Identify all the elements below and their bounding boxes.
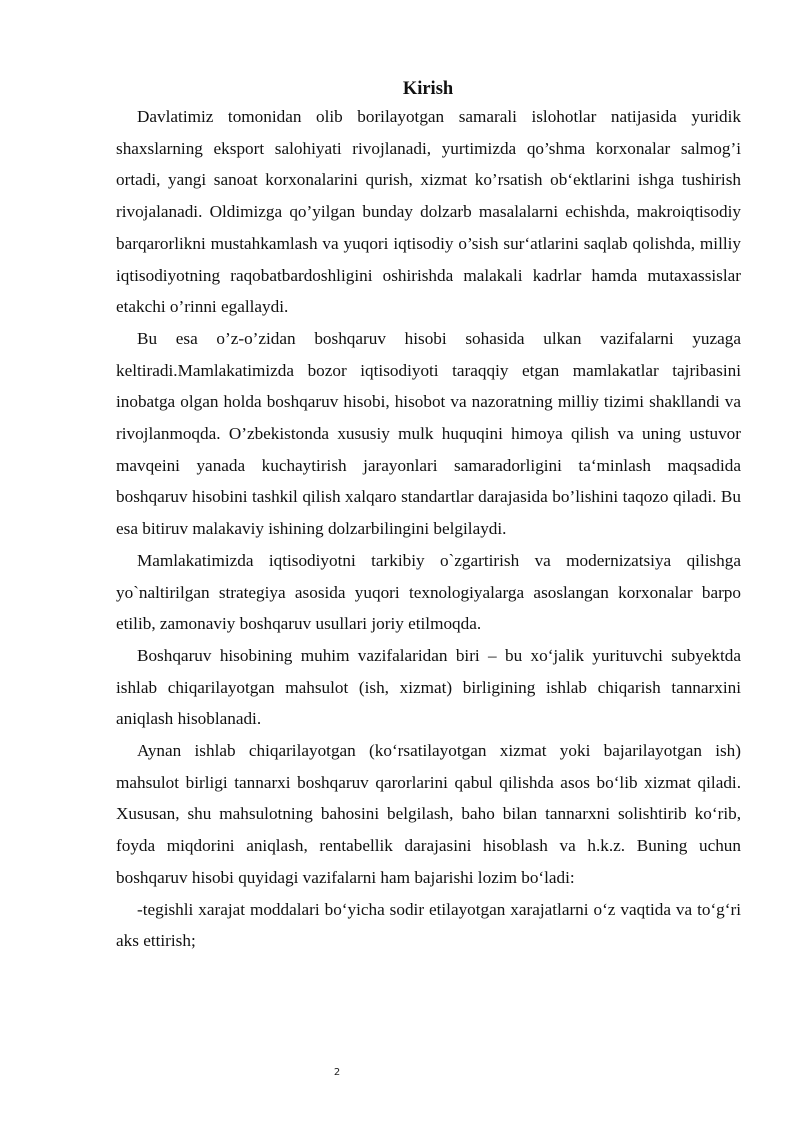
paragraph: Bu esa o’z-o’zidan boshqaruv hisobi sohasida ulkan vazifalarni yuzaga keltiradi.Mamlakatimizda bozor iqtisodiyoti taraqqiy etgan mamlakatlar tajribasini inobatga olgan holda boshqaruv hisobi, hisobot va nazoratning milliy tizimi shakllandi va rivojlanmoqda. O’zbekistonda xususiy mulk huquqini himoya qilish va uning ustuvor mavqeini yanada kuchaytirish jarayonlari samaradorligini ta‘minlash maqsadida boshqaruv hisobini tashkil qilish xalqaro standartlar darajasida bo’lishini taqozo qiladi. Bu esa bitiruv malakaviy ishining dolzarbilingini belgilaydi. [116,328,741,539]
paragraph: -tegishli xarajat moddalari bo‘yicha sodir etilayotgan xarajatlarni o‘z vaqtida va to‘g‘ri aks ettirish; [116,899,741,951]
document-body [116,101,741,957]
paragraph: Boshqaruv hisobining muhim vazifalaridan biri – bu xo‘jalik yurituvchi subyektda ishlab chiqarilayotgan mahsulot (ish, xizmat) birligining ishlab chiqarish tannarxini aniqlash hisoblanadi. [116,645,741,729]
paragraph: Aynan ishlab chiqarilayotgan (ko‘rsatilayotgan xizmat yoki bajarilayotgan ish) mahsulot birligi tannarxi boshqaruv qarorlarini qabul qilishda asos bo‘lib xizmat qiladi. Xususan, shu mahsulotning bahosini belgilash, baho bilan tannarxni solishtirib ko‘rib, foyda miqdorini aniqlash, rentabellik darajasini hisoblash va h.k.z. Buning uchun boshqaruv hisobi quyidagi vazifalarni ham bajarishi lozim bo‘ladi: [116,741,741,887]
paragraph: Mamlakatimizda iqtisodiyotni tarkibiy o`zgartirish va modernizatsiya qilishga yo`naltirilgan strategiya asosida yuqori texnologiyalarga asoslangan korxonalar barpo etilib, zamonaviy boshqaruv usullari joriy etilmoqda. [116,550,741,634]
page-number: 2 [333,1067,341,1078]
paragraph: Davlatimiz tomonidan olib borilayotgan samarali islohotlar natijasida yuridik shaxslarning eksport salohiyati rivojlanadi, yurtimizda qo’shma korxonalar salmog’i ortadi, yangi sanoat korxonalarini qurish, xizmat ko’rsatish ob‘ektlarini ishga tushirish rivojalanadi. Oldimizga qo’yilgan bunday dolzarb masalalarni echishda, makroiqtisodiy barqarorlikni mustahkamlash va yuqori iqtisodiy o’sish sur‘atlarini saqlab qolishda, milliy iqtisodiyotning raqobatbardoshligini oshirishda malakali kadrlar hamda mutaxassislar etakchi o’rinni egallaydi. [116,107,741,317]
section-title: Kirish [402,79,454,99]
